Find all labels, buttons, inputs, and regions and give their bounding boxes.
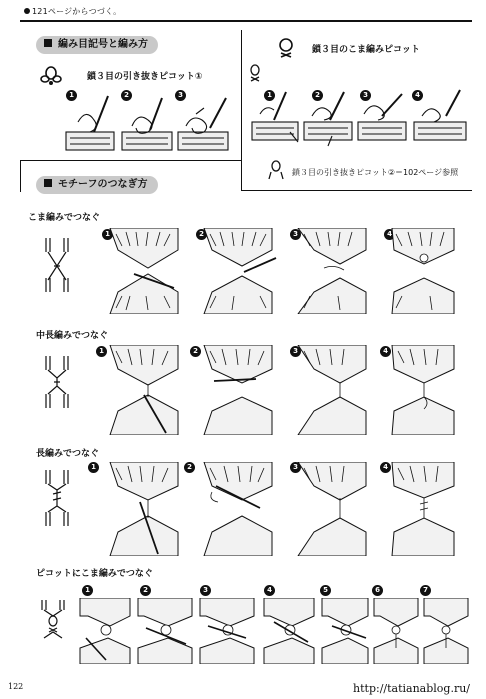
bullet-icon	[24, 8, 30, 14]
step-number: 4	[380, 462, 391, 473]
step-number: 1	[96, 346, 107, 357]
joining-symbol-icon	[40, 236, 74, 298]
step-number: 2	[312, 90, 323, 101]
step-number: 1	[82, 585, 93, 596]
square-bullet-icon	[44, 179, 52, 187]
step-number: 2	[140, 585, 151, 596]
step-number: 3	[290, 462, 301, 473]
step-illustration	[250, 86, 472, 148]
step-number: 1	[66, 90, 77, 101]
step-number: 3	[200, 585, 211, 596]
reference-note: 鎖３目の引き抜きピコット②＝102ページ参照	[292, 168, 459, 177]
step-number: 1	[264, 90, 275, 101]
step-number: 3	[290, 346, 301, 357]
watermark-url: http://tatianablog.ru/	[353, 682, 470, 695]
row-title: 中長編みでつなぐ	[36, 331, 109, 341]
step-number: 1	[102, 229, 113, 240]
row-title: こま編みでつなぐ	[28, 213, 101, 223]
step-number: 7	[420, 585, 431, 596]
square-bullet-icon	[44, 39, 52, 47]
step-number: 1	[88, 462, 99, 473]
picot-sc-small-icon	[248, 64, 262, 88]
step-illustrations-row	[104, 345, 460, 435]
joining-symbol-icon	[36, 598, 70, 646]
row-title: ピコットにこま編みでつなぐ	[36, 569, 153, 579]
step-illustrations-row	[76, 598, 472, 664]
top-rule	[20, 20, 472, 22]
joining-symbol-icon	[40, 468, 74, 532]
picot-ref-icon	[268, 160, 284, 184]
joining-symbol-icon	[40, 354, 74, 414]
column-divider	[241, 30, 242, 190]
section1-bottom-rule	[20, 160, 241, 161]
continuation-note	[24, 6, 121, 17]
step-number: 3	[175, 90, 186, 101]
step-number: 5	[320, 585, 331, 596]
step-number: 2	[184, 462, 195, 473]
page-number: 122	[8, 682, 24, 691]
row-title: 長編みでつなぐ	[36, 449, 100, 459]
step-number: 2	[190, 346, 201, 357]
section-heading-joining: モチーフのつなぎ方	[36, 176, 158, 194]
step-number: 3	[360, 90, 371, 101]
picot-sc-symbol-icon	[275, 36, 297, 62]
step-illustrations-row	[104, 462, 460, 556]
step-illustration	[64, 92, 232, 154]
step-number: 4	[412, 90, 423, 101]
section1-bottom-rule-right	[241, 190, 472, 191]
step-number: 6	[372, 585, 383, 596]
picot-symbol-icon	[40, 64, 62, 90]
step-number: 2	[121, 90, 132, 101]
step-number: 4	[384, 229, 395, 240]
continuation-text: 121ページからつづく。	[32, 7, 122, 16]
step-number: 4	[264, 585, 275, 596]
step-number: 2	[196, 229, 207, 240]
section-heading-symbols: 編み目記号と編み方	[36, 36, 158, 54]
left-stitch-title: 鎖３目の引き抜きピコット①	[87, 72, 203, 82]
section2-left-rule	[20, 160, 21, 192]
right-stitch-title: 鎖３目のこま編みピコット	[312, 45, 420, 55]
step-illustrations-row	[104, 228, 460, 314]
step-number: 3	[290, 229, 301, 240]
step-number: 4	[380, 346, 391, 357]
